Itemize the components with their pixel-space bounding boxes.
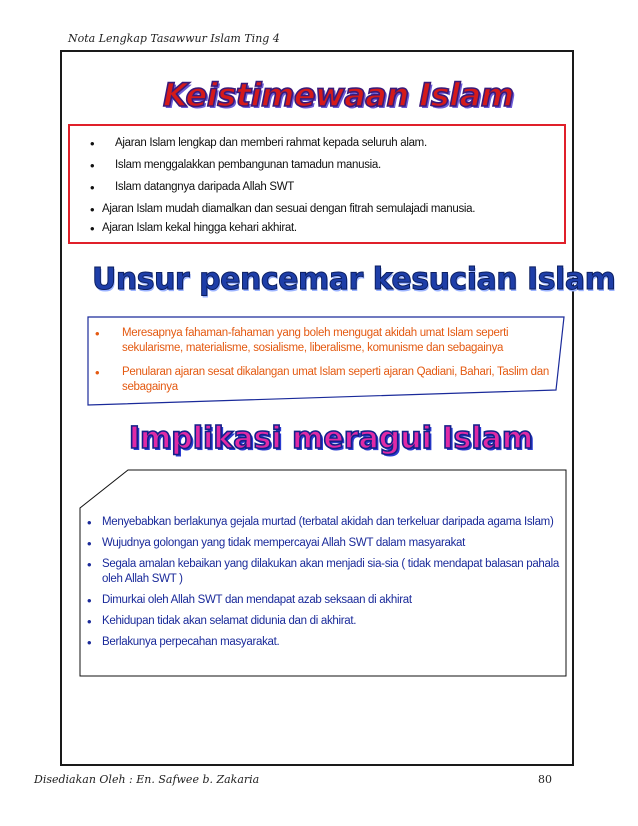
bullet-icon: • <box>90 158 95 173</box>
bullet-icon: • <box>87 515 92 530</box>
list-item: • Islam menggalakkan pembangunan tamadun manusia. <box>90 158 381 173</box>
bullet-icon: • <box>87 635 92 650</box>
bullet-icon: • <box>90 221 95 236</box>
list-item: • Ajaran Islam mudah diamalkan dan sesuai dengan fitrah semulajadi manusia. <box>90 202 476 217</box>
list-item: • Meresapnya fahaman-fahaman yang boleh mengugat akidah umat Islam seperti sekularisme, materialisme, sosialisme, liberalisme, komunisme dan sebagainya <box>95 326 509 354</box>
list-item: • Ajaran Islam lengkap dan memberi rahmat kepada seluruh alam. <box>90 136 427 151</box>
list-item: • Ajaran Islam kekal hingga kehari akhirat. <box>90 221 297 236</box>
list-item: • Segala amalan kebaikan yang dilakukan akan menjadi sia-sia ( tidak mendapat balasan pahala oleh Allah SWT ) <box>87 557 559 585</box>
bullet-icon: • <box>87 593 92 608</box>
bullet-icon: • <box>87 536 92 551</box>
bullet-icon: • <box>87 614 92 629</box>
list-item: • Kehidupan tidak akan selamat didunia dan di akhirat. <box>87 614 357 629</box>
footer-author: Disediakan Oleh : En. Safwee b. Zakaria <box>34 773 260 786</box>
implikasi-title: Implikasi meragui Islam <box>128 421 534 456</box>
list-item: • Dimurkai oleh Allah SWT dan mendapat azab seksaan di akhirat <box>87 593 412 608</box>
keistimewaan-title: Keistimewaan Islam <box>163 76 514 114</box>
implikasi-list <box>87 515 565 656</box>
list-item: • Menyebabkan berlakunya gejala murtad (terbatal akidah dan terkeluar daripada agama Islam) <box>87 515 554 530</box>
unsur-title: Unsur pencemar kesucian Islam <box>92 262 616 297</box>
bullet-icon: • <box>90 136 95 151</box>
bullet-icon: • <box>90 202 95 217</box>
list-item: • Berlakunya perpecahan masyarakat. <box>87 635 280 650</box>
list-item: • Islam datangnya daripada Allah SWT <box>90 180 295 195</box>
bullet-icon: • <box>95 365 100 380</box>
list-item: • Penularan ajaran sesat dikalangan umat Islam seperti ajaran Qadiani, Bahari, Taslim dan sebagainya <box>95 365 549 393</box>
running-header: Nota Lengkap Tasawwur Islam Ting 4 <box>68 32 280 45</box>
bullet-icon: • <box>95 326 100 341</box>
bullet-icon: • <box>87 557 92 572</box>
list-item: • Wujudnya golongan yang tidak mempercayai Allah SWT dalam masyarakat <box>87 536 466 551</box>
bullet-icon: • <box>90 180 95 195</box>
page-number: 80 <box>538 773 552 786</box>
